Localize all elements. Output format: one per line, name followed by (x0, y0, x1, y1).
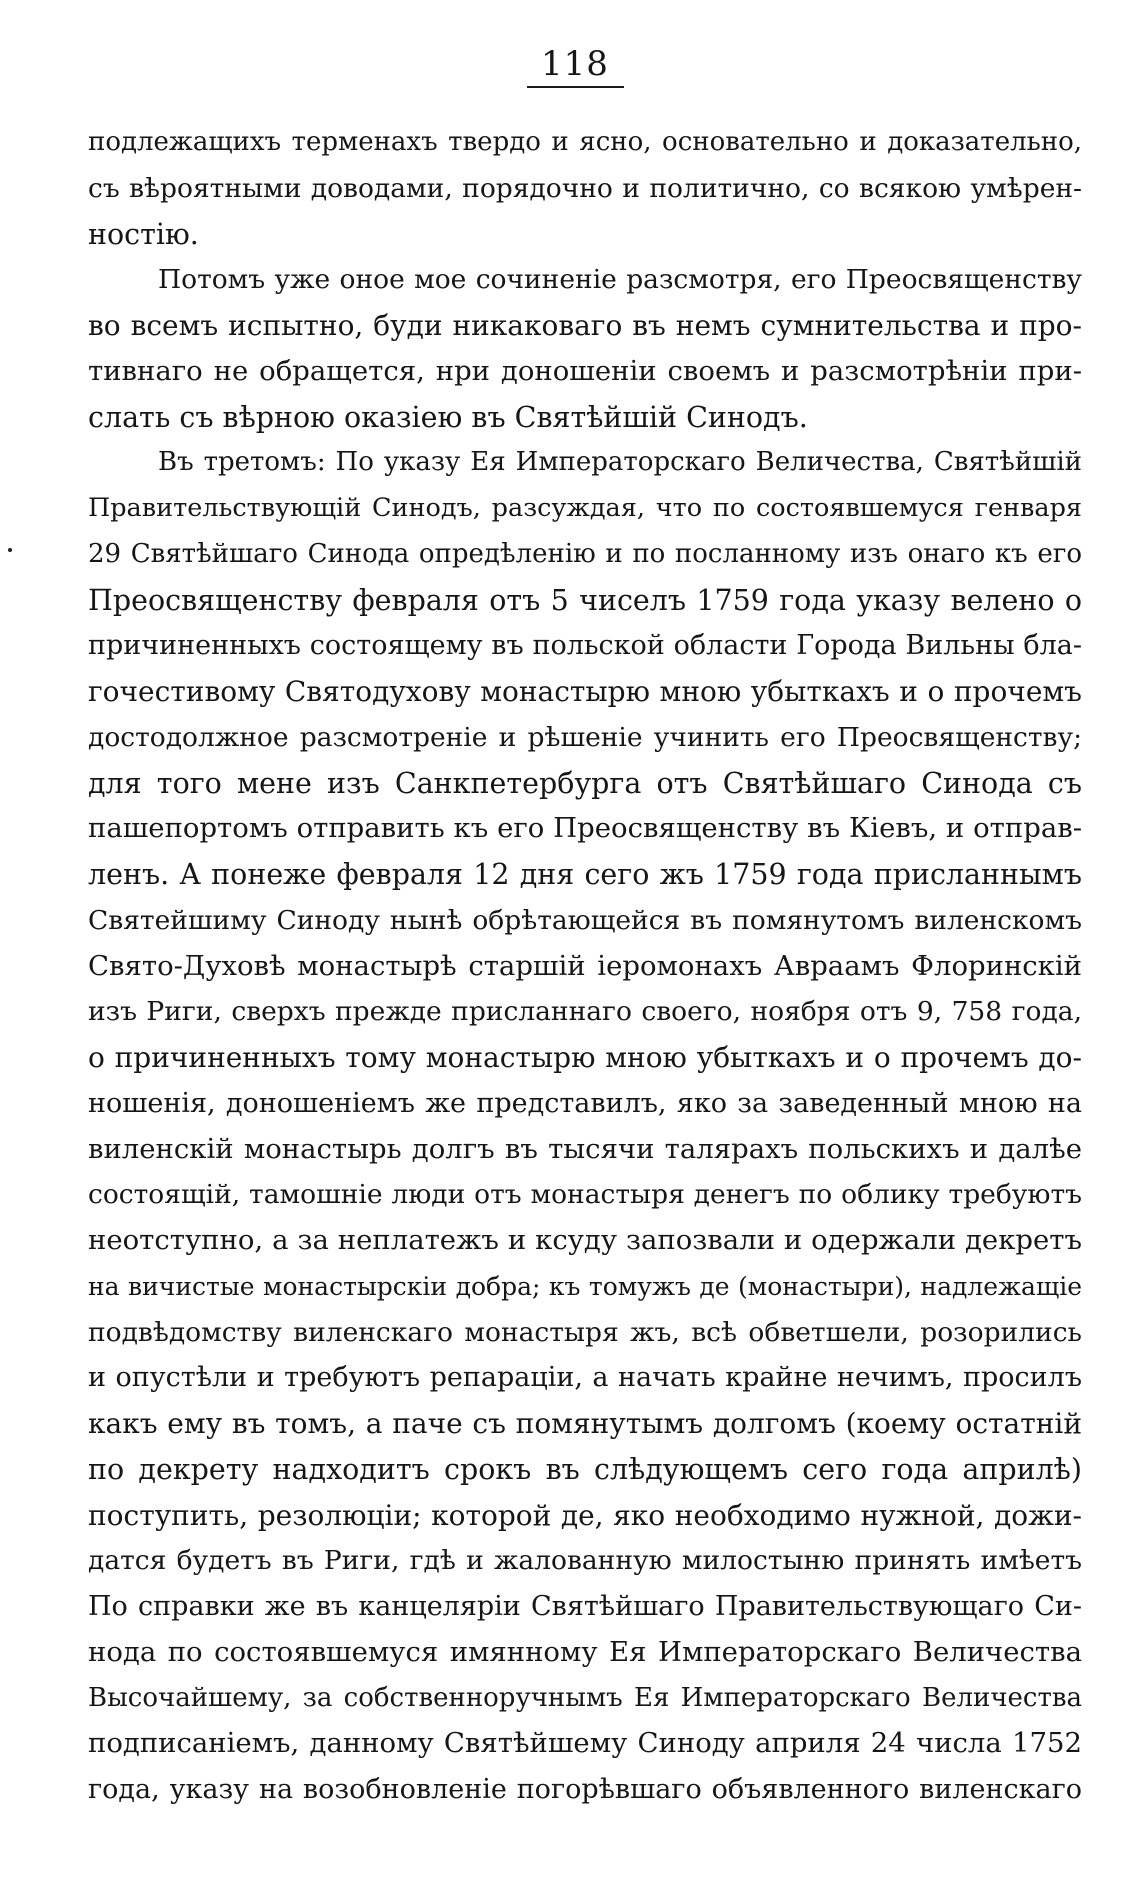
text-line: гочестивому Святодухову монастырю мною убыткахъ и о прочемъ (88, 675, 1082, 708)
text-body (88, 120, 1082, 1813)
text-line: неотступно, а за неплатежъ и ксуду запозвали и одержали декретъ (88, 1224, 1082, 1256)
text-line: Преосвященству февраля отъ 5 чиселъ 1759 года указу велено о (88, 583, 1082, 617)
text-line: 29 Святѣйшаго Синода опредѣленію и по посланному изъ онаго къ его (88, 538, 1082, 569)
text-line: Святейшиму Синоду нынѣ обрѣтающейся въ помянутомъ виленскомъ (88, 904, 1082, 936)
text-line: во всемъ испытно, буди никаковаго въ немъ сумнительства и про- (88, 309, 1082, 342)
text-line: по декрету надходитъ срокъ въ слѣдующемъ сего года априлѣ) (88, 1452, 1082, 1486)
text-line: подписаніемъ, данному Святѣйшему Синоду априля 24 числа 1752 (88, 1727, 1082, 1760)
text-line: ношенія, доношеніемъ же представилъ, яко за заведенный мною на (88, 1087, 1082, 1119)
margin-mark (8, 548, 12, 552)
text-line: о причиненныхъ тому монастырю мною убыткахъ и о прочемъ до- (88, 1041, 1082, 1074)
text-line: Правительствующій Синодъ, разсуждая, что по состоявшемуся генваря (88, 493, 1082, 523)
text-line: состоящій, тамошніе люди отъ монастыря денегъ по облику требуютъ (88, 1179, 1082, 1211)
text-line: Потомъ уже оное мое сочиненіе разсмотря, его Преосвященству (158, 264, 1082, 296)
text-line: подвѣдомству виленскаго монастыря жъ, всѣ обветшели, розорились (88, 1316, 1082, 1348)
text-line: съ вѣроятными доводами, порядочно и политично, со всякою умѣрен- (88, 172, 1082, 204)
text-line: причиненныхъ состоящему въ польской области Города Вильны бла- (88, 630, 1082, 662)
text-line: По справки же въ канцеляріи Святѣйшаго Правительствующаго Си- (88, 1591, 1082, 1622)
text-line: для того мене изъ Санкпетербурга отъ Святѣйшаго Синода съ (88, 766, 1082, 800)
text-line: и опустѣли и требуютъ репараціи, а начать крайне нечимъ, просилъ (88, 1362, 1082, 1394)
text-line: поступить, резолюціи; которой де, яко необходимо нужной, дожи- (88, 1498, 1082, 1532)
page-number-rule (527, 86, 624, 88)
text-line: слать съ вѣрною оказіею въ Святѣйшій Синодъ. (88, 400, 808, 434)
text-line: ленъ. А понеже февраля 12 дня сего жъ 1759 года присланнымъ (88, 858, 1082, 891)
page-number: 118 (541, 44, 609, 84)
text-line: Высочайшему, за собственноручнымъ Ея Императорскаго Величества (88, 1682, 1082, 1713)
text-line: подлежащихъ терменахъ твердо и ясно, основательно и доказательно, (88, 127, 1082, 157)
text-line: Въ третомъ: По указу Ея Императорскаго Величества, Святѣйшій (158, 447, 1082, 478)
text-line: нода по состоявшемуся имянному Ея Императорскаго Величества (88, 1635, 1082, 1668)
text-line: Свято-Духовѣ монастырѣ старшій іеромонахъ Авраамъ Флоринскій (88, 949, 1082, 982)
text-line: пашепортомъ отправить къ его Преосвященству въ Кіевъ, и отправ- (88, 812, 1082, 845)
text-line: какъ ему въ томъ, а паче съ помянутымъ долгомъ (коему остатній (88, 1407, 1082, 1440)
text-line: на вичистые монастырскіи добра; къ томужъ де (монастыри), надлежащіе (88, 1271, 1082, 1301)
text-line: достодолжное разсмотреніе и рѣшеніе учинить его Преосвященству; (88, 721, 1082, 753)
text-line: года, указу на возобновленіе погорѣвшаго объявленного виленскаго (88, 1774, 1082, 1805)
text-line: ностію. (88, 217, 199, 251)
text-line: датся будетъ въ Риги, гдѣ и жалованную милостыню принять имѣетъ (88, 1545, 1082, 1577)
text-line: тивнаго не обращется, нри доношеніи своемъ и разсмотрѣніи при- (88, 354, 1082, 387)
text-line: виленскій монастырь долгъ въ тысячи талярахъ польскихъ и далѣе (88, 1132, 1082, 1165)
text-line: изъ Риги, сверхъ прежде присланнаго своего, ноября отъ 9, 758 года, (88, 996, 1082, 1028)
